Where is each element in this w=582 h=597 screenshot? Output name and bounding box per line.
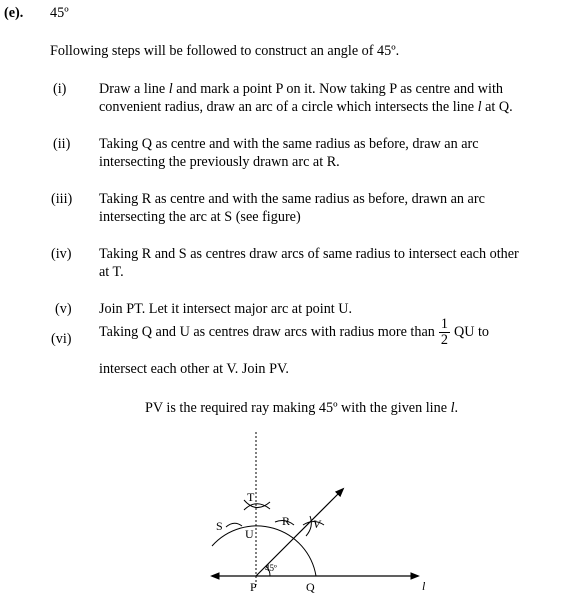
- intro-text: Following steps will be followed to construct an angle of 45º.: [50, 43, 400, 59]
- label-r: R: [282, 514, 291, 528]
- step-text: Draw a line l and mark a point P on it. Now taking P as centre and with convenient radius, draw an arc of a circle which intersects the line l at Q.: [99, 81, 513, 115]
- label-q: Q: [306, 580, 315, 594]
- section-title: 45º: [50, 5, 69, 21]
- conclusion-text: PV is the required ray making 45º with the given line l.: [145, 400, 459, 416]
- label-angle: 45º: [265, 563, 277, 573]
- step-text: Taking R and S as centres draw arcs of same radius to intersect each other at T.: [99, 246, 519, 280]
- label-t: T: [247, 490, 255, 504]
- step-number: (v): [55, 301, 72, 317]
- step-number: (vi): [51, 331, 72, 347]
- label-l: l: [422, 579, 426, 593]
- step-text: Join PT. Let it intersect major arc at point U.: [99, 301, 353, 317]
- section-label: (e).: [4, 5, 24, 21]
- fraction-half: $\frac{1}{2}$: [440, 316, 448, 348]
- arc-mark-s: [226, 523, 242, 527]
- step-number: (iv): [51, 246, 72, 262]
- label-s: S: [216, 519, 223, 533]
- step-number: (ii): [53, 136, 71, 152]
- step-text: Taking Q and U as centres draw arcs with radius more than $\frac{1}{2}$ QU to: [99, 316, 490, 348]
- step-number: (i): [53, 81, 67, 97]
- step-number: (iii): [51, 191, 73, 207]
- step-text: Taking Q as centre and with the same radius as before, draw an arc intersecting the previously drawn arc at R.: [99, 136, 479, 170]
- step-text: intersect each other at V. Join PV.: [99, 361, 289, 377]
- label-v: V: [313, 517, 321, 531]
- step-text: Taking R as centre and with the same radius as before, drawn an arc intersecting the arc at S (see figure): [99, 191, 485, 225]
- label-p: P: [250, 580, 257, 594]
- label-u: U: [245, 527, 254, 541]
